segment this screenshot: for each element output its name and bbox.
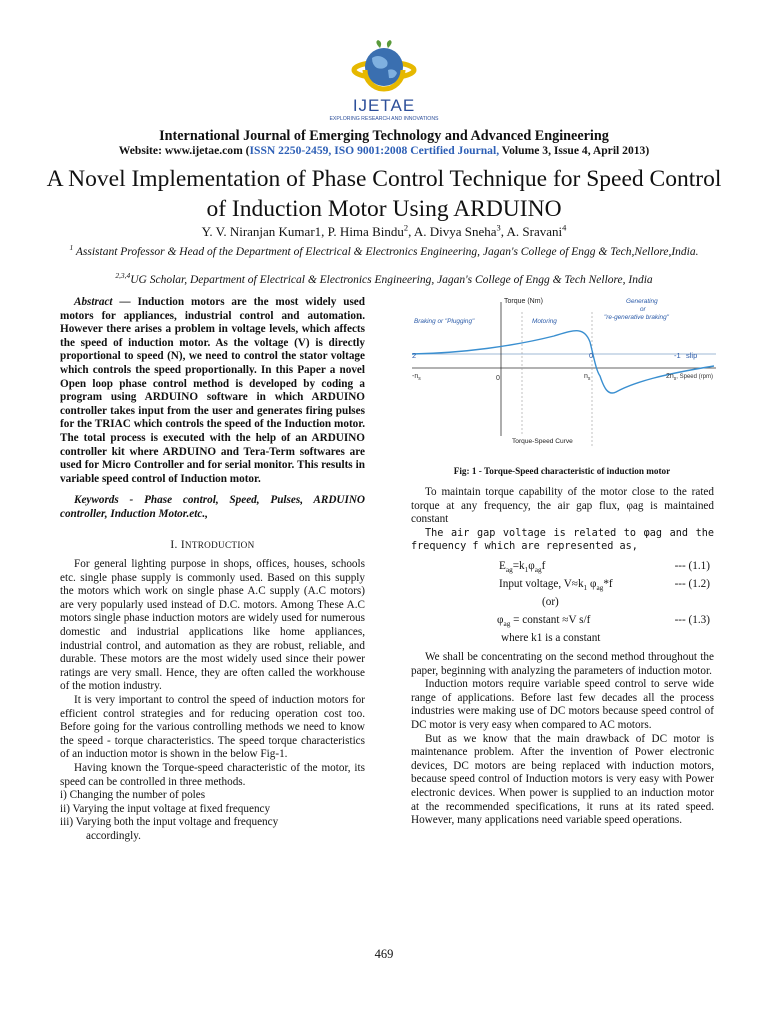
curve-label: Torque-Speed Curve xyxy=(512,438,573,445)
ijetae-logo xyxy=(329,40,439,122)
right-paragraph-2: The air gap voltage is related to φag and the frequency f which are represented as, xyxy=(411,527,714,553)
intro-paragraph-3: Having known the Torque-speed characteristic of the motor, its speed can be controlled in three methods. xyxy=(60,761,365,788)
speed-tick-neg-ns: $-n_s$ xyxy=(412,373,421,382)
right-paragraph-1: To maintain torque capability of the motor close to the rated torque at any frequency, the air gap flux, φag is maintained constant xyxy=(411,486,714,526)
journal-website: Website: www.ijetae.com ( xyxy=(118,144,250,157)
list-item: i) Changing the number of poles xyxy=(60,789,206,802)
equations xyxy=(411,560,714,650)
authors: Y. V. Niranjan Kumar1, P. Hima Bindu$^2$, A. Divya Sneha$^3$, A. Sravani$^4$ xyxy=(201,222,567,239)
slip-axis-label: slip xyxy=(686,351,698,360)
speed-tick-2ns: $2n_s$, Speed (rpm) xyxy=(666,373,713,382)
page-number: 469 xyxy=(374,947,394,961)
right-column-top xyxy=(411,486,714,554)
section-heading-introduction: I. INTRODUCTION xyxy=(170,539,255,551)
equation-1-2: Input voltage, $V\approx k_1$ $\varphi_{ag}*f$ --- (1.2) xyxy=(499,578,710,593)
abstract xyxy=(60,296,365,486)
equation-1-3: $\varphi_{ag}$ = constant ≈V s/f --- (1.3) xyxy=(497,614,710,629)
list-item: accordingly. xyxy=(86,829,141,842)
equation-1-1: $E_{ag}=k_1\varphi_{ag}f$ --- (1.1) xyxy=(499,560,710,575)
journal-title: International Journal of Emerging Technology and Advanced Engineering xyxy=(159,128,609,144)
slip-tick-0: 0 xyxy=(589,351,594,360)
slip-tick-2: 2 xyxy=(412,351,417,360)
slip-tick-minus-1: -1 xyxy=(674,351,681,360)
abstract-text: — Induction motors are the most widely used motors for appliances, industrial control and automation. However there arises a problem in voltage levels, which affects the speed of induction motor. As the voltage (V) is directly proportional to speed (N), we need to control the stator voltage which controls the speed proportionally. In this Paper a novel Open loop phase control method is developed by coding a program using ARDUINO software in which ARDUINO controller takes input from the user and generates firing pulses for the TRIAC which controls the speed of the Induction motor. The total process is executed with the help of an ARDUINO controller kit where ARDUINO and Tera-Term softwares are used for Micro Controller and for serial monitor. This results in variable speed control of Induction motor. xyxy=(60,296,365,485)
keywords: Keywords - Phase control, Speed, Pulses, ARDUINO controller, Induction Motor.etc., xyxy=(60,494,365,520)
right-paragraph-3: We shall be concentrating on the second method throughout the paper, beginning with analyzing the parameters of induction motor. xyxy=(411,651,714,677)
logo-tagline: EXPLORING RESEARCH AND INNOVATIONS xyxy=(329,116,439,122)
torque-speed-figure xyxy=(404,296,720,456)
svg-text:or: or xyxy=(640,306,646,313)
speed-tick-zero: 0 xyxy=(496,375,500,382)
svg-text:"re-generative braking": "re-generative braking" xyxy=(604,314,669,321)
speed-tick-ns: $n_s$ xyxy=(584,373,591,382)
generating-region-label: Generating xyxy=(626,298,658,305)
affiliation-1: $^1$ Assistant Professor & Head of the Department of Electrical & Electronics Engineering, Jagan's College of Engg & Tech,Nellore,India. xyxy=(69,243,699,258)
abstract-label: Abstract xyxy=(74,296,113,308)
journal-meta xyxy=(0,144,768,157)
introduction-body xyxy=(60,558,365,843)
motoring-region-label: Motoring xyxy=(532,318,557,325)
right-paragraph-4: Induction motors require variable speed control to serve wide range of applications. Before last few decades all the process industries were making use of DC motors because speed control of DC motor is very easy when compared to AC motors. xyxy=(411,678,714,731)
equation-note: where k1 is a constant xyxy=(501,632,601,644)
braking-region-label: Braking or "Plugging" xyxy=(414,318,475,325)
intro-paragraph-2: It is very important to control the speed of induction motors for efficient control strategies and for reducing operation cost too. Before going for the various controlling methods we need to know the speed - torque characteristics. The speed torque characteristics of an induction motor is shown in the below Fig-1. xyxy=(60,693,365,761)
journal-volume: Volume 3, Issue 4, April 2013) xyxy=(499,144,650,157)
list-item: iii) Varying both the input voltage and frequency xyxy=(60,816,279,829)
intro-paragraph-1: For general lighting purpose in shops, offices, houses, schools etc. single phase supply is commonly used. Based on this supply the motors which work on single phase A.C supply (A.C motors) are very popularly used instead of D.C. motors. Among These A.C motors single phase induction motors are widely used for numerous domestic and industrial applications like home appliances, industrial control, and automation as they are robust, reliable, and durable. These motors are the most widely used since their power ratings are very small. Hence, they are often called the workhouse of the motion industry. xyxy=(60,558,365,693)
right-paragraph-5: But as we know that the main drawback of DC motor is maintenance problem. After the invention of Power electronic devices, DC motors are being replaced with induction motors, because speed control of Induction motors is very easy with Power electronic devices. When power is supplied to an induction motor at the recommended specifications, it runs at its rated speed. However, many applications need variable speed operations. xyxy=(411,732,714,827)
logo-name: IJETAE xyxy=(352,96,416,115)
figure-caption: Fig: 1 - Torque-Speed characteristic of induction motor xyxy=(453,466,671,476)
list-item: ii) Varying the input voltage at fixed frequency xyxy=(60,802,271,815)
torque-axis-label: Torque (Nm) xyxy=(504,298,543,305)
right-column-body xyxy=(411,651,714,828)
equation-or: (or) xyxy=(542,596,559,608)
affiliation-2: $^{2,3,4}$UG Scholar, Department of Electrical & Electronics Engineering, Jagan's College of Engg & Tech Nellore, India xyxy=(115,271,653,286)
paper-title: A Novel Implementation of Phase Control Technique for Speed Control of Induction Motor Using ARDUINO xyxy=(46,166,722,222)
journal-issn: ISSN 2250-2459, ISO 9001:2008 Certified Journal, xyxy=(249,144,500,157)
speed-control-methods-list xyxy=(60,789,365,843)
